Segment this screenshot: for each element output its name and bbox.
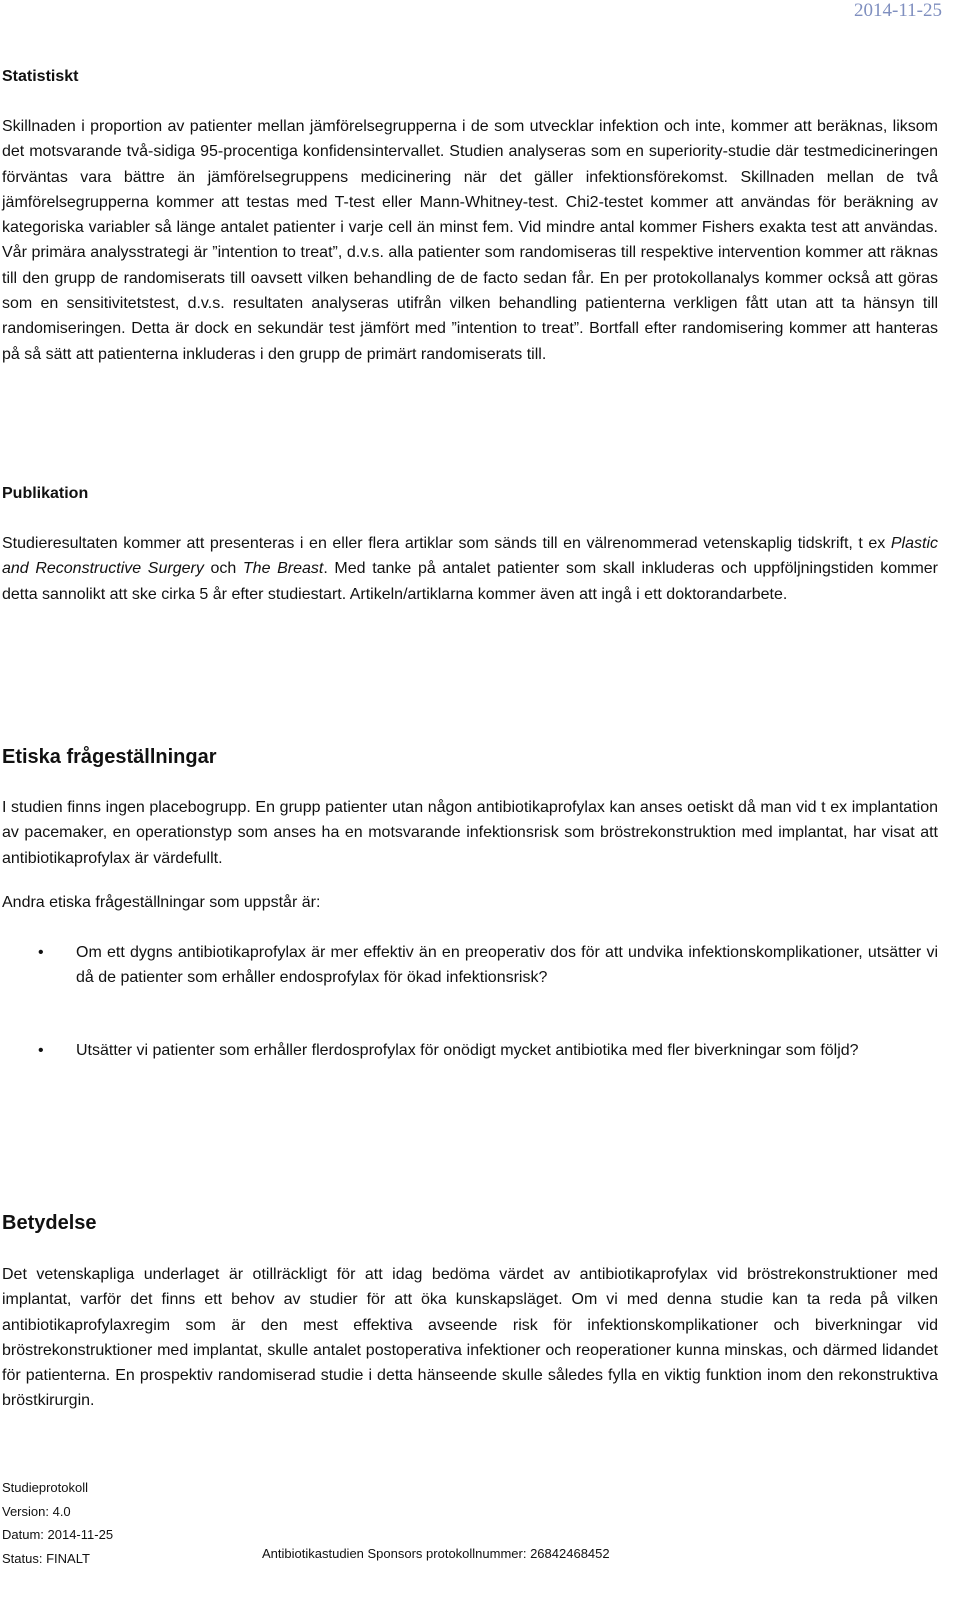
footer-version: Version: 4.0	[2, 1503, 71, 1519]
footer-sponsor-number: Antibiotikastudien Sponsors protokollnummer: 26842468452	[262, 1546, 610, 1561]
etiska-heading: Etiska frågeställningar	[2, 746, 217, 768]
publikation-text-3: . Med tanke på antalet patienter som skall inkluderas och uppföljningstiden kommer detta sannolikt att ske cirka 5 år efter studiestart. Artikeln/artiklarna kommer även att ingå i ett doktorandarbete.	[2, 560, 938, 603]
bullet-text: Utsätter vi patienter som erhåller flerdosprofylax för onödigt mycket antibiotika med fler biverkningar som följd?	[76, 1042, 859, 1059]
publikation-text-1: Studieresultaten kommer att presenteras i en eller flera artiklar som sänds till en välrenommerad vetenskaplig tidskrift, t ex	[2, 535, 891, 552]
etiska-paragraph-2: Andra etiska frågeställningar som uppstår är:	[2, 894, 321, 911]
bullet-icon: •	[38, 944, 44, 961]
publikation-paragraph	[2, 531, 938, 607]
statistiskt-heading: Statistiskt	[2, 68, 79, 85]
statistiskt-paragraph: Skillnaden i proportion av patienter mellan jämförelsegrupperna i de som utvecklar infektion och inte, kommer att beräknas, liksom det motsvarande två-sidiga 95-procentiga konfidensintervallet. Studien analyseras som en superiority-studie där testmedicineringen förväntas vara bättre än jämförelsegruppens medicinering när det gäller infektionsförekomst. Skillnaden mellan de två jämförelsegrupperna kommer att testas med T-test eller Mann-Whitney-test. Chi2-testet kommer att användas för beräkning av kategoriska variabler så länge antalet patienter i varje cell än minst fem. Vid mindre antal kommer Fishers exakta test att användas. Vår primära analysstrategi är ”intention to treat”, d.v.s. alla patienter som randomiseras till respektive intervention kommer att räknas till den grupp de randomiserats till oavsett vilken behandling de de facto sedan får. En per protokollanalys kommer också att göras som en sensitivitetstest, d.v.s. resultaten analyseras utifrån vilken behandling patienterna verkligen fått utan att ta hänsyn till randomiseringen. Detta är dock en sekundär test jämfört med ”intention to treat”. Bortfall efter randomisering kommer att hanteras på så sätt att patienterna inkluderas i den grupp de primärt randomiserats till.	[2, 118, 938, 363]
footer-block	[2, 1476, 113, 1570]
header-date: 2014-11-25	[854, 0, 942, 21]
publikation-heading: Publikation	[2, 485, 89, 502]
bullet-text: Om ett dygns antibiotikaprofylax är mer effektiv än en preoperativ dos för att undvika infektionskomplikationer, utsätter vi då de patienter som erhåller endosprofylax för ökad infektionsrisk?	[76, 944, 938, 987]
betydelse-paragraph: Det vetenskapliga underlaget är otillräckligt för att idag bedöma värdet av antibiotikaprofylax vid bröstrekonstruktioner med implantat, varför det finns ett behov av studier för att öka kunskapsläget. Om vi med denna studie kan ta reda på vilken antibiotikaprofylaxregim som är den mest effektiva avseende risk för infektionskomplikationer och biverkningar vid bröstrekonstruktioner med implantat, skulle antalet postoperativa infektioner och reoperationer kunna minskas, och därmed lidandet för patienterna. En prospektiv randomiserad studie i detta hänseende skulle således fylla en viktig funktion inom den rekonstruktiva bröstkirurgin.	[2, 1266, 938, 1410]
footer-datum: Datum: 2014-11-25	[2, 1527, 114, 1542]
bullet-icon: •	[38, 1042, 44, 1059]
betydelse-heading: Betydelse	[2, 1212, 97, 1234]
publikation-text-2: och	[203, 560, 243, 578]
footer-status: Status: FINALT	[2, 1550, 90, 1566]
journal-name-1: Plastic and Reconstructive Surgery	[2, 535, 938, 578]
etiska-paragraph-1: I studien finns ingen placebogrupp. En grupp patienter utan någon antibiotikaprofylax kan anses oetiskt då man vid t ex implantation av pacemaker, en operationstyp som anses ha en motsvarande infektionsrisk som bröstrekonstruktion med implantat, har visat att antibiotikaprofylax är värdefullt.	[2, 799, 938, 867]
journal-name-2: The Breast	[242, 560, 324, 578]
footer-title: Studieprotokoll	[2, 1480, 88, 1495]
